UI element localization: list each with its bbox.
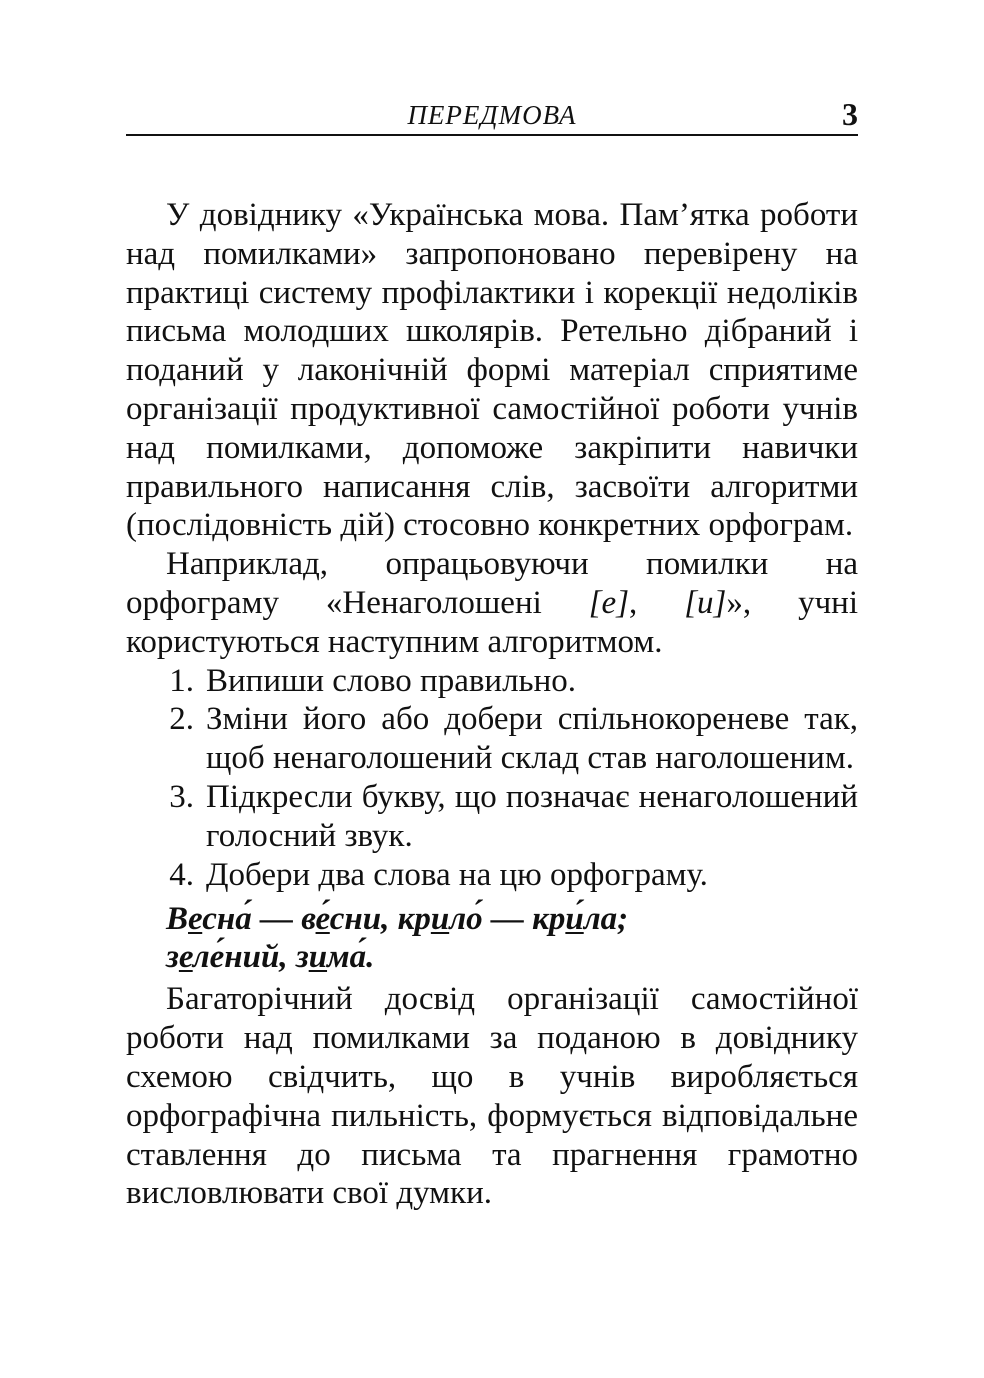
word-part: кр [397,901,431,938]
example-intro-comma: , [629,584,685,621]
step-number: 3. [169,778,194,815]
word-part: з [295,939,309,976]
word-part: ло́ [449,901,483,938]
example-intro-before: Наприклад, опрацьовуючи помилки на орфограму «Ненаголошені [126,546,858,621]
underlined-vowel: е [188,901,203,938]
intro-paragraph: У довіднику «Українська мова. Пам’ятка роботи над помилками» запропоновано перевірену на практиці систему профілактики і корекції недоліків письма молодших школярів. Ретельно дібраний і поданий у лаконічній формі матеріал сприятиме організації продуктивної самостійної роботи учнів над помилками, допоможе закріпити навички правильного написання слів, засвоїти алгоритми (послідовність дій) стосовно конкретних орфограм. [126,197,858,544]
example-words [166,900,858,976]
step-number: 4. [169,856,194,893]
word-part: в [301,901,316,938]
underlined-vowel: и [430,901,450,938]
step-text: Підкресли букву, що позначає ненаголошений голосний звук. [206,778,858,854]
word-part: з [166,939,179,976]
separator: — [482,901,533,938]
word-part: кр [532,901,566,938]
underlined-vowel: и́ [565,901,584,938]
example-line-2 [166,938,858,976]
step-item [126,700,858,778]
example-line-1 [166,900,858,938]
word-part: ма́. [327,939,375,976]
algorithm-steps [126,662,858,895]
word-part: сна́ [202,901,252,938]
step-item [126,662,858,701]
step-number: 1. [169,662,194,699]
vowel-y: [и] [684,584,727,621]
word-part: ле́ний [192,939,280,976]
separator: , [279,939,296,976]
separator: — [251,901,302,938]
closing-paragraph: Багаторічний досвід організації самостійної роботи над помилками за поданою в довіднику схемою свідчить, що в учнів виробляється орфографічна пильність, формується відповідальне ставлення до письма та прагнення грамотно висловлювати свої думки. [126,981,858,1212]
step-item [126,778,858,856]
underlined-vowel: е [178,939,193,976]
underlined-vowel: е́ [315,901,330,938]
underlined-vowel: и [308,939,328,976]
separator: , [381,901,398,938]
running-header [126,98,858,136]
step-number: 2. [169,701,194,738]
step-text: Добери два слова на цю орфограму. [206,856,708,893]
step-text: Випиши слово правильно. [206,662,577,699]
page-content [126,196,858,1213]
header-title: ПЕРЕДМОВА [407,100,577,130]
step-item [126,856,858,895]
word-part: В [166,901,189,938]
vowel-e: [е] [588,584,630,621]
word-part: сни [329,901,382,938]
page-number: 3 [842,96,858,132]
step-text: Зміни його або добери спільнокореневе так, щоб ненаголошений склад став наголошеним. [206,701,858,777]
word-part: ла; [583,901,629,938]
example-intro-after: », учні користуються наступним алгоритмом. [126,584,858,660]
example-intro-paragraph [126,545,858,661]
